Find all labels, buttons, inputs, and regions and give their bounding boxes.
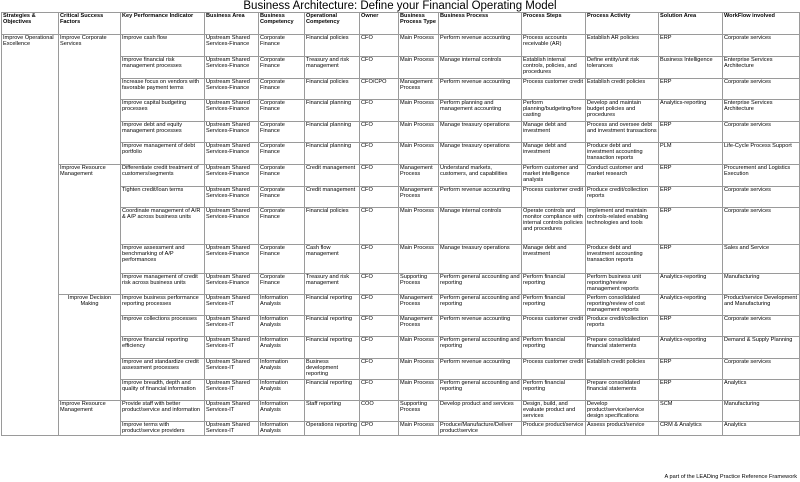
ocomp-cell: Financial reporting xyxy=(305,337,360,359)
steps-cell: Process accounts receivable (AR) xyxy=(522,35,586,57)
solution-cell: ERP xyxy=(659,245,723,274)
solution-cell: Business Intelligence xyxy=(659,57,723,79)
owner-cell: CFO xyxy=(360,245,399,274)
table-row xyxy=(2,143,800,165)
owner-cell: CFO xyxy=(360,143,399,165)
bcomp-cell: Information Analysis xyxy=(259,359,305,380)
solution-cell: ERP xyxy=(659,187,723,208)
owner-cell: CFO xyxy=(360,380,399,401)
steps-cell: Process customer credit xyxy=(522,79,586,100)
strategy-cell xyxy=(2,316,59,337)
kpi-cell: Coordinate management of A/R & A/P across business units xyxy=(121,208,205,245)
kpi-cell: Improve financial risk management processes xyxy=(121,57,205,79)
bcomp-cell: Information Analysis xyxy=(259,337,305,359)
ptype-cell: Main Process xyxy=(399,57,439,79)
table-row xyxy=(2,359,800,380)
proc-cell: Perform general accounting and reporting xyxy=(439,380,522,401)
table-row xyxy=(2,274,800,295)
steps-cell: Process customer credit xyxy=(522,316,586,337)
solution-cell: PLM xyxy=(659,143,723,165)
solution-cell: Analytics-reporting xyxy=(659,337,723,359)
activity-cell: Process and oversee debt and investment transactions xyxy=(586,122,659,143)
ptype-cell: Main Process xyxy=(399,359,439,380)
activity-cell: Establish AR policies xyxy=(586,35,659,57)
csf-cell xyxy=(59,380,121,401)
activity-cell: Establish credit policies xyxy=(586,79,659,100)
ptype-cell: Management Process xyxy=(399,316,439,337)
steps-cell: Perform financial reporting xyxy=(522,274,586,295)
solution-cell: ERP xyxy=(659,380,723,401)
table-row xyxy=(2,245,800,274)
proc-cell: Manage treasury operations xyxy=(439,122,522,143)
strategy-cell xyxy=(2,143,59,165)
bcomp-cell: Corporate Finance xyxy=(259,165,305,187)
solution-cell: ERP xyxy=(659,165,723,187)
column-header: Operational Competency xyxy=(305,13,360,35)
steps-cell: Manage debt and investment xyxy=(522,245,586,274)
strategy-cell xyxy=(2,57,59,79)
ptype-cell: Main Process xyxy=(399,337,439,359)
area-cell: Upstream Shared Services-Finance xyxy=(205,57,259,79)
csf-cell xyxy=(59,337,121,359)
ocomp-cell: Financial policies xyxy=(305,35,360,57)
workflow-cell: Analytics xyxy=(723,422,800,436)
csf-cell xyxy=(59,143,121,165)
ptype-cell: Main Process xyxy=(399,100,439,122)
ptype-cell: Main Process xyxy=(399,208,439,245)
ocomp-cell: Financial reporting xyxy=(305,316,360,337)
solution-cell: Analytics-reporting xyxy=(659,100,723,122)
owner-cell: CFO xyxy=(360,57,399,79)
owner-cell: CFO xyxy=(360,316,399,337)
proc-cell: Perform general accounting and reporting xyxy=(439,337,522,359)
strategy-cell xyxy=(2,122,59,143)
bcomp-cell: Corporate Finance xyxy=(259,143,305,165)
csf-cell xyxy=(59,122,121,143)
strategy-cell xyxy=(2,100,59,122)
page-title: Business Architecture: Define your Financial Operating Model xyxy=(243,0,557,12)
steps-cell: Operate controls and monitor compliance with internal controls policies and procedures xyxy=(522,208,586,245)
owner-cell: COO xyxy=(360,401,399,422)
bcomp-cell: Corporate Finance xyxy=(259,122,305,143)
area-cell: Upstream Shared Services-Finance xyxy=(205,79,259,100)
footer-note: A part of the LEADing Practice Reference Framework xyxy=(664,474,797,480)
strategy-cell xyxy=(2,165,59,187)
activity-cell: Produce debt and investment accounting transaction reports xyxy=(586,245,659,274)
activity-cell: Perform business unit reporting/review management reports xyxy=(586,274,659,295)
workflow-cell: Corporate services xyxy=(723,35,800,57)
bcomp-cell: Information Analysis xyxy=(259,295,305,316)
ptype-cell: Management Process xyxy=(399,295,439,316)
bcomp-cell: Corporate Finance xyxy=(259,57,305,79)
kpi-cell: Tighten credit/loan terms xyxy=(121,187,205,208)
activity-cell: Assess product/service xyxy=(586,422,659,436)
ptype-cell: Main Process xyxy=(399,245,439,274)
kpi-cell: Improve management of debt portfolio xyxy=(121,143,205,165)
kpi-cell: Improve capital budgeting processes xyxy=(121,100,205,122)
area-cell: Upstream Shared Services-IT xyxy=(205,316,259,337)
activity-cell: Perform consolidated reporting/review of cost management reports xyxy=(586,295,659,316)
area-cell: Upstream Shared Services-Finance xyxy=(205,245,259,274)
steps-cell: Process customer credit xyxy=(522,187,586,208)
steps-cell: Produce product/service xyxy=(522,422,586,436)
owner-cell: CPO xyxy=(360,422,399,436)
workflow-cell: Product/service Development and Manufacturing xyxy=(723,295,800,316)
table-row xyxy=(2,422,800,436)
area-cell: Upstream Shared Services-Finance xyxy=(205,122,259,143)
area-cell: Upstream Shared Services-Finance xyxy=(205,143,259,165)
steps-cell: Manage debt and investment xyxy=(522,143,586,165)
table-row xyxy=(2,187,800,208)
column-header: Key Performance Indicator xyxy=(121,13,205,35)
workflow-cell: Corporate services xyxy=(723,316,800,337)
kpi-cell: Improve terms with product/service providers xyxy=(121,422,205,436)
activity-cell: Conduct customer and market research xyxy=(586,165,659,187)
owner-cell: CFO xyxy=(360,274,399,295)
csf-cell: Improve Decision Making xyxy=(59,295,121,316)
ptype-cell: Main Process xyxy=(399,35,439,57)
kpi-cell: Improve and standardize credit assessment processes xyxy=(121,359,205,380)
area-cell: Upstream Shared Services-IT xyxy=(205,359,259,380)
ocomp-cell: Financial reporting xyxy=(305,295,360,316)
ocomp-cell: Credit management xyxy=(305,165,360,187)
owner-cell: CFO/CPO xyxy=(360,79,399,100)
solution-cell: CRM & Analytics xyxy=(659,422,723,436)
csf-cell xyxy=(59,245,121,274)
csf-cell xyxy=(59,208,121,245)
solution-cell: ERP xyxy=(659,79,723,100)
kpi-cell: Improve breadth, depth and quality of financial information xyxy=(121,380,205,401)
owner-cell: CFO xyxy=(360,187,399,208)
ocomp-cell: Cash flow management xyxy=(305,245,360,274)
ocomp-cell: Business development reporting xyxy=(305,359,360,380)
solution-cell: ERP xyxy=(659,35,723,57)
csf-cell xyxy=(59,79,121,100)
ptype-cell: Main Process xyxy=(399,422,439,436)
steps-cell: Establish internal controls, policies, and procedures xyxy=(522,57,586,79)
steps-cell: Perform financial reporting xyxy=(522,337,586,359)
workflow-cell: Analytics xyxy=(723,380,800,401)
owner-cell: CFO xyxy=(360,337,399,359)
csf-cell xyxy=(59,100,121,122)
workflow-cell: Enterprise Services Architecture xyxy=(723,100,800,122)
column-header: Strategies & Objectives xyxy=(2,13,59,35)
proc-cell: Perform revenue accounting xyxy=(439,359,522,380)
area-cell: Upstream Shared Services-Finance xyxy=(205,165,259,187)
bcomp-cell: Corporate Finance xyxy=(259,35,305,57)
workflow-cell: Demand & Supply Planning xyxy=(723,337,800,359)
activity-cell: Prepare consolidated financial statements xyxy=(586,380,659,401)
steps-cell: Perform financial reporting xyxy=(522,380,586,401)
strategy-cell xyxy=(2,208,59,245)
strategy-cell xyxy=(2,274,59,295)
area-cell: Upstream Shared Services-Finance xyxy=(205,187,259,208)
ptype-cell: Management Process xyxy=(399,187,439,208)
area-cell: Upstream Shared Services-Finance xyxy=(205,100,259,122)
strategy-cell xyxy=(2,187,59,208)
ocomp-cell: Treasury and risk management xyxy=(305,274,360,295)
solution-cell: ERP xyxy=(659,316,723,337)
csf-cell: Improve Resource Management xyxy=(59,401,121,422)
proc-cell: Produce/Manufacture/Deliver product/service xyxy=(439,422,522,436)
csf-cell xyxy=(59,359,121,380)
column-header: WorkFlow involved xyxy=(723,13,800,35)
column-header: Business Process xyxy=(439,13,522,35)
column-header: Business Process Type xyxy=(399,13,439,35)
steps-cell: Design, build, and evaluate product and services xyxy=(522,401,586,422)
workflow-cell: Corporate services xyxy=(723,187,800,208)
csf-cell xyxy=(59,274,121,295)
strategy-cell xyxy=(2,359,59,380)
strategy-cell xyxy=(2,401,59,422)
kpi-cell: Improve cash flow xyxy=(121,35,205,57)
activity-cell: Define entity/unit risk tolerances xyxy=(586,57,659,79)
workflow-cell: Corporate services xyxy=(723,122,800,143)
workflow-cell: Sales and Service xyxy=(723,245,800,274)
bcomp-cell: Information Analysis xyxy=(259,401,305,422)
workflow-cell: Manufacturing xyxy=(723,401,800,422)
workflow-cell: Enterprise Services Architecture xyxy=(723,57,800,79)
strategy-cell: Improve Operational Excellence xyxy=(2,35,59,57)
proc-cell: Perform revenue accounting xyxy=(439,35,522,57)
strategy-cell xyxy=(2,79,59,100)
activity-cell: Produce credit/collection reports xyxy=(586,187,659,208)
bcomp-cell: Corporate Finance xyxy=(259,79,305,100)
ocomp-cell: Financial planning xyxy=(305,143,360,165)
ocomp-cell: Credit management xyxy=(305,187,360,208)
kpi-cell: Improve financial reporting efficiency xyxy=(121,337,205,359)
ocomp-cell: Financial planning xyxy=(305,122,360,143)
csf-cell xyxy=(59,57,121,79)
area-cell: Upstream Shared Services-Finance xyxy=(205,274,259,295)
table-row xyxy=(2,165,800,187)
workflow-cell: Corporate services xyxy=(723,359,800,380)
csf-cell: Improve Corporate Services xyxy=(59,35,121,57)
csf-cell: Improve Resource Management xyxy=(59,165,121,187)
column-header: Critical Success Factors xyxy=(59,13,121,35)
table-row xyxy=(2,57,800,79)
proc-cell: Manage treasury operations xyxy=(439,245,522,274)
steps-cell: Perform customer and market intelligence analysis xyxy=(522,165,586,187)
activity-cell: Develop product/service/service design specifications xyxy=(586,401,659,422)
bcomp-cell: Corporate Finance xyxy=(259,245,305,274)
solution-cell: ERP xyxy=(659,359,723,380)
proc-cell: Perform planning and management accounting xyxy=(439,100,522,122)
column-header: Process Activity xyxy=(586,13,659,35)
proc-cell: Develop product and services xyxy=(439,401,522,422)
ocomp-cell: Financial planning xyxy=(305,100,360,122)
kpi-cell: Provide staff with better product/service and information xyxy=(121,401,205,422)
column-header: Owner xyxy=(360,13,399,35)
strategy-cell xyxy=(2,380,59,401)
table-row xyxy=(2,35,800,57)
kpi-cell: Improve management of credit risk across business units xyxy=(121,274,205,295)
proc-cell: Perform general accounting and reporting xyxy=(439,295,522,316)
ptype-cell: Main Process xyxy=(399,143,439,165)
activity-cell: Prepare consolidated financial statements xyxy=(586,337,659,359)
bcomp-cell: Information Analysis xyxy=(259,422,305,436)
kpi-cell: Improve business performance reporting processes xyxy=(121,295,205,316)
bcomp-cell: Corporate Finance xyxy=(259,100,305,122)
csf-cell xyxy=(59,422,121,436)
workflow-cell: Procurement and Logistics Execution xyxy=(723,165,800,187)
strategy-cell xyxy=(2,295,59,316)
owner-cell: CFO xyxy=(360,208,399,245)
column-header: Business Competency xyxy=(259,13,305,35)
steps-cell: Manage debt and investment xyxy=(522,122,586,143)
steps-cell: Perform planning/budgeting/forecasting xyxy=(522,100,586,122)
table-row xyxy=(2,337,800,359)
workflow-cell: Manufacturing xyxy=(723,274,800,295)
kpi-cell: Increase focus on vendors with favorable payment terms xyxy=(121,79,205,100)
ocomp-cell: Operations reporting xyxy=(305,422,360,436)
area-cell: Upstream Shared Services-IT xyxy=(205,422,259,436)
table-row xyxy=(2,100,800,122)
proc-cell: Perform revenue accounting xyxy=(439,79,522,100)
proc-cell: Perform revenue accounting xyxy=(439,187,522,208)
owner-cell: CFO xyxy=(360,100,399,122)
operating-model-table xyxy=(1,12,800,436)
steps-cell: Perform financial reporting xyxy=(522,295,586,316)
area-cell: Upstream Shared Services-IT xyxy=(205,380,259,401)
area-cell: Upstream Shared Services-Finance xyxy=(205,208,259,245)
proc-cell: Manage internal controls xyxy=(439,57,522,79)
proc-cell: Perform revenue accounting xyxy=(439,316,522,337)
proc-cell: Manage treasury operations xyxy=(439,143,522,165)
bcomp-cell: Corporate Finance xyxy=(259,274,305,295)
owner-cell: CFO xyxy=(360,122,399,143)
solution-cell: ERP xyxy=(659,208,723,245)
owner-cell: CFO xyxy=(360,359,399,380)
workflow-cell: Life-Cycle Process Support xyxy=(723,143,800,165)
ptype-cell: Supporting Process xyxy=(399,401,439,422)
table-row xyxy=(2,380,800,401)
ptype-cell: Management Process xyxy=(399,165,439,187)
table-row xyxy=(2,122,800,143)
owner-cell: CFO xyxy=(360,295,399,316)
kpi-cell: Improve assessment and benchmarking of A/P performances xyxy=(121,245,205,274)
solution-cell: Analytics-reporting xyxy=(659,295,723,316)
proc-cell: Understand markets, customers, and capabilities xyxy=(439,165,522,187)
column-header: Solution Area xyxy=(659,13,723,35)
workflow-cell: Corporate services xyxy=(723,208,800,245)
ocomp-cell: Financial policies xyxy=(305,79,360,100)
bcomp-cell: Corporate Finance xyxy=(259,187,305,208)
table-row xyxy=(2,79,800,100)
steps-cell: Process customer credit xyxy=(522,359,586,380)
strategy-cell xyxy=(2,337,59,359)
ptype-cell: Management Process xyxy=(399,79,439,100)
bcomp-cell: Information Analysis xyxy=(259,316,305,337)
activity-cell: Develop and maintain budget policies and procedures xyxy=(586,100,659,122)
bcomp-cell: Corporate Finance xyxy=(259,208,305,245)
kpi-cell: Improve debt and equity management processes xyxy=(121,122,205,143)
activity-cell: Produce credit/collection reports xyxy=(586,316,659,337)
solution-cell: Analytics-reporting xyxy=(659,274,723,295)
ptype-cell: Main Process xyxy=(399,380,439,401)
table-row xyxy=(2,295,800,316)
bcomp-cell: Information Analysis xyxy=(259,380,305,401)
area-cell: Upstream Shared Services-IT xyxy=(205,401,259,422)
column-header: Process Steps xyxy=(522,13,586,35)
ocomp-cell: Treasury and risk management xyxy=(305,57,360,79)
proc-cell: Manage internal controls xyxy=(439,208,522,245)
area-cell: Upstream Shared Services-IT xyxy=(205,337,259,359)
csf-cell xyxy=(59,187,121,208)
strategy-cell xyxy=(2,245,59,274)
ptype-cell: Main Process xyxy=(399,122,439,143)
ocomp-cell: Staff reporting xyxy=(305,401,360,422)
area-cell: Upstream Shared Services-Finance xyxy=(205,35,259,57)
csf-cell xyxy=(59,316,121,337)
table-header-row xyxy=(2,13,800,35)
table-row xyxy=(2,401,800,422)
proc-cell: Perform general accounting and reporting xyxy=(439,274,522,295)
ptype-cell: Supporting Process xyxy=(399,274,439,295)
workflow-cell: Corporate services xyxy=(723,79,800,100)
column-header: Business Area xyxy=(205,13,259,35)
owner-cell: CFO xyxy=(360,165,399,187)
table-row xyxy=(2,208,800,245)
activity-cell: Produce debt and investment accounting transaction reports xyxy=(586,143,659,165)
table-row xyxy=(2,316,800,337)
owner-cell: CFO xyxy=(360,35,399,57)
ocomp-cell: Financial reporting xyxy=(305,380,360,401)
strategy-cell xyxy=(2,422,59,436)
kpi-cell: Improve collections processes xyxy=(121,316,205,337)
solution-cell: SCM xyxy=(659,401,723,422)
kpi-cell: Differentiate credit treatment of customers/segments xyxy=(121,165,205,187)
ocomp-cell: Financial policies xyxy=(305,208,360,245)
area-cell: Upstream Shared Services-IT xyxy=(205,295,259,316)
activity-cell: Implement and maintain controls-related enabling technologies and tools xyxy=(586,208,659,245)
solution-cell: ERP xyxy=(659,122,723,143)
activity-cell: Establish credit policies xyxy=(586,359,659,380)
